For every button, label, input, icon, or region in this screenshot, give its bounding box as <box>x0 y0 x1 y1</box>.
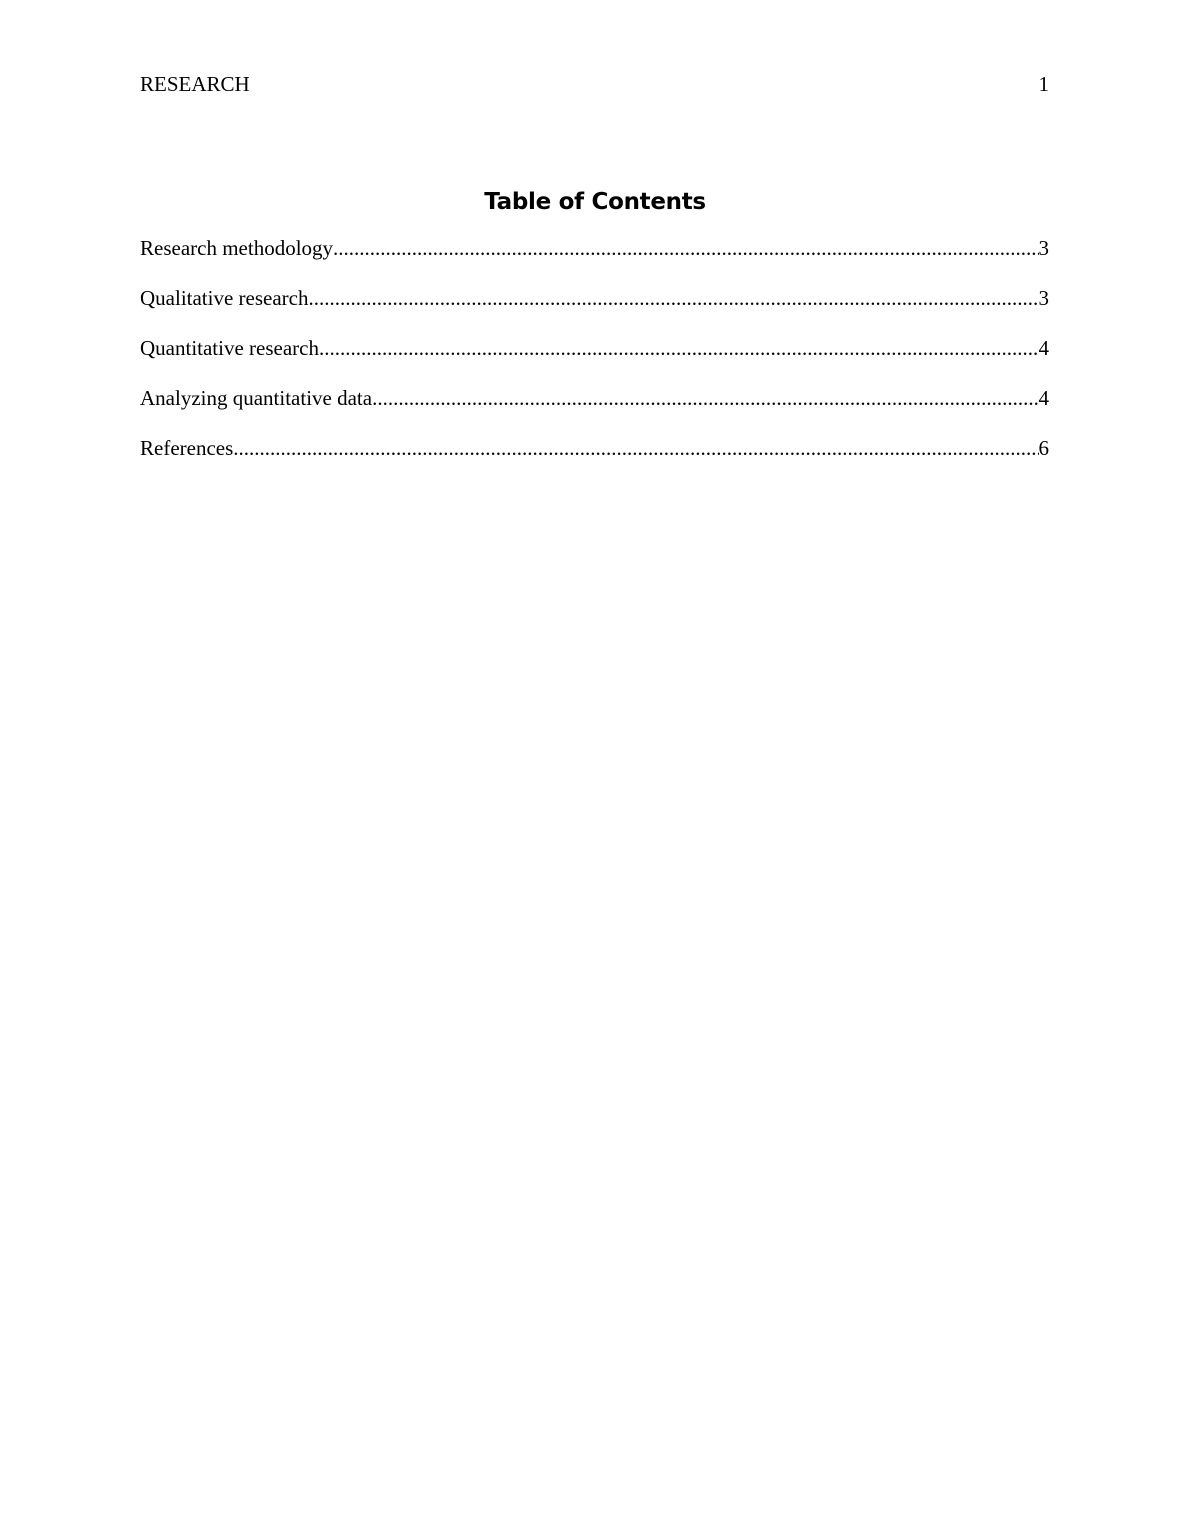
toc-entry-research-methodology[interactable] <box>140 235 1050 285</box>
toc-entry-quantitative-research[interactable] <box>140 335 1050 385</box>
toc-entry-references[interactable] <box>140 435 1050 485</box>
toc-entry-label: Analyzing quantitative data <box>140 386 373 410</box>
dot-leader <box>372 385 1038 411</box>
toc-entry-label: Research methodology <box>140 236 334 260</box>
toc-entry-label: References <box>140 436 234 460</box>
toc-entry-page: 4 <box>1038 336 1049 360</box>
toc-heading: Table of Contents <box>484 189 706 215</box>
toc-entry-page: 4 <box>1038 386 1049 410</box>
dot-leader <box>233 435 1038 461</box>
table-of-contents <box>140 235 1050 485</box>
running-head-title: RESEARCH <box>140 72 250 96</box>
running-head <box>140 71 1050 97</box>
dot-leader <box>333 235 1038 261</box>
toc-entry-label: Quantitative research <box>140 336 319 360</box>
dot-leader <box>309 285 1039 311</box>
toc-entry-qualitative-research[interactable] <box>140 285 1050 335</box>
toc-entry-analyzing-quantitative-data[interactable] <box>140 385 1050 435</box>
toc-entry-page: 3 <box>1038 236 1049 260</box>
page-number: 1 <box>1038 72 1049 96</box>
dot-leader <box>319 335 1039 361</box>
toc-entry-label: Qualitative research <box>140 286 309 310</box>
toc-entry-page: 6 <box>1038 436 1049 460</box>
toc-entry-page: 3 <box>1038 286 1049 310</box>
